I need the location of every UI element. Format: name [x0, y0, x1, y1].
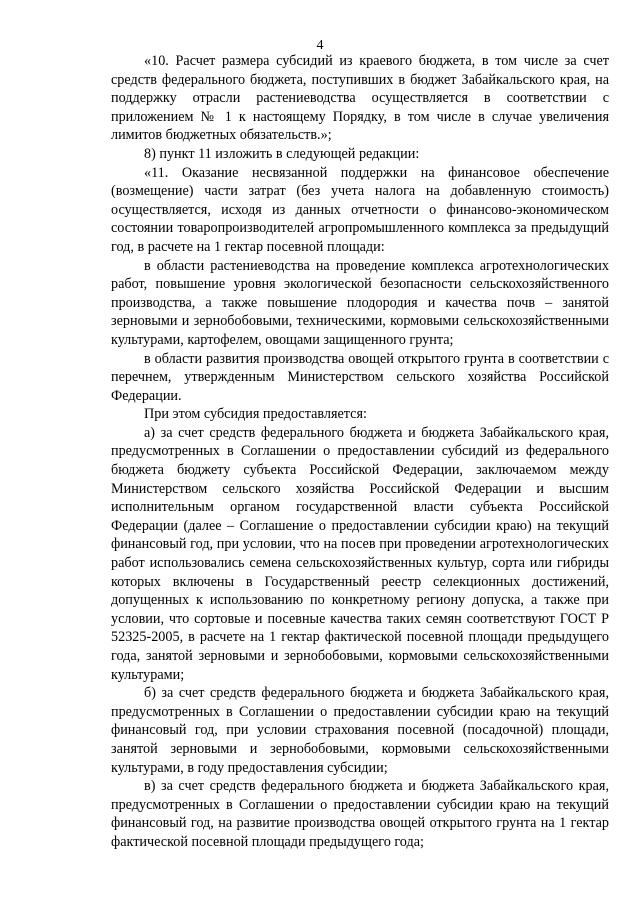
page-number: 4: [316, 38, 324, 53]
paragraph-item-10: «10. Расчет размера субсидий из краевого бюджета, в том числе за счет средств федерального бюджета, поступивших в бюджет Забайкальского края, на поддержку отрасли растениеводства осуществляется в соответствии с приложением № 1 к настоящему Порядку, в том числе в случае увеличения лимитов бюджетных обязательств.»;: [111, 53, 609, 144]
paragraph-open-ground-vegetables: в области развития производства овощей открытого грунта в соответствии с перечнем, утвержденным Министерством сельского хозяйства Российской Федерации.: [111, 350, 609, 404]
paragraph-item-11: «11. Оказание несвязанной поддержки на финансовое обеспечение (возмещение) части затрат (без учета налога на добавленную стоимость) осуществляется, исходя из данных отчетности о финансово-экономическом состоянии товаропроизводителей агропромышленного комплекса за предыдущий год, в расчете на 1 гектар посевной площади:: [111, 164, 609, 255]
paragraph-subsidy-b: б) за счет средств федерального бюджета и бюджета Забайкальского края, предусмотренных в Соглашении о предоставлении субсидии краю на текущий финансовый год, при условии страхования посевной (посадочной) площади, занятой зерновыми и зернобобовыми, кормовыми сельскохозяйственными культурами, в году предоставления субсидии;: [111, 685, 609, 776]
paragraph-crop-production: в области растениеводства на проведение комплекса агротехнологических работ, повышение уровня экологической безопасности сельскохозяйственного производства, а также повышение плодородия и качества почв – занятой зерновыми и зернобобовыми, техническими, кормовыми сельскохозяйственными культурами, картофелем, овощами защищенного грунта;: [111, 257, 609, 348]
paragraph-subsidy-intro: При этом субсидия предоставляется:: [144, 406, 367, 423]
paragraph-amendment-8: 8) пункт 11 изложить в следующей редакции:: [144, 145, 420, 162]
document-body: [111, 52, 609, 852]
paragraph-subsidy-a: а) за счет средств федерального бюджета и бюджета Забайкальского края, предусмотренных в Соглашении о предоставлении субсидий из федерального бюджета бюджету субъекта Российской Федерации, заключаемом между Министерством сельского хозяйства Российской Федерации и высшим исполнительным органом государственной власти субъекта Российской Федерации (далее – Соглашение о предоставлении субсидии краю) на текущий финансовый год, при условии, что на посев при проведении агротехнологических работ использовались семена сельскохозяйственных культур, сорта или гибриды которых включены в Государственный реестр селекционных достижений, допущенных к использованию по конкретному региону допуска, а также при условии, что сортовые и посевные качества таких семян соответствуют ГОСТ Р 52325-2005, в расчете на 1 гектар фактической посевной площади предыдущего года, занятой зерновыми и зернобобовыми, кормовыми сельскохозяйственными культурами;: [111, 424, 609, 683]
paragraph-subsidy-c: в) за счет средств федерального бюджета и бюджета Забайкальского края, предусмотренных в Соглашении о предоставлении субсидии краю на текущий финансовый год, на развитие производства овощей открытого грунта на 1 гектар фактической посевной площади предыдущего года;: [111, 778, 609, 850]
